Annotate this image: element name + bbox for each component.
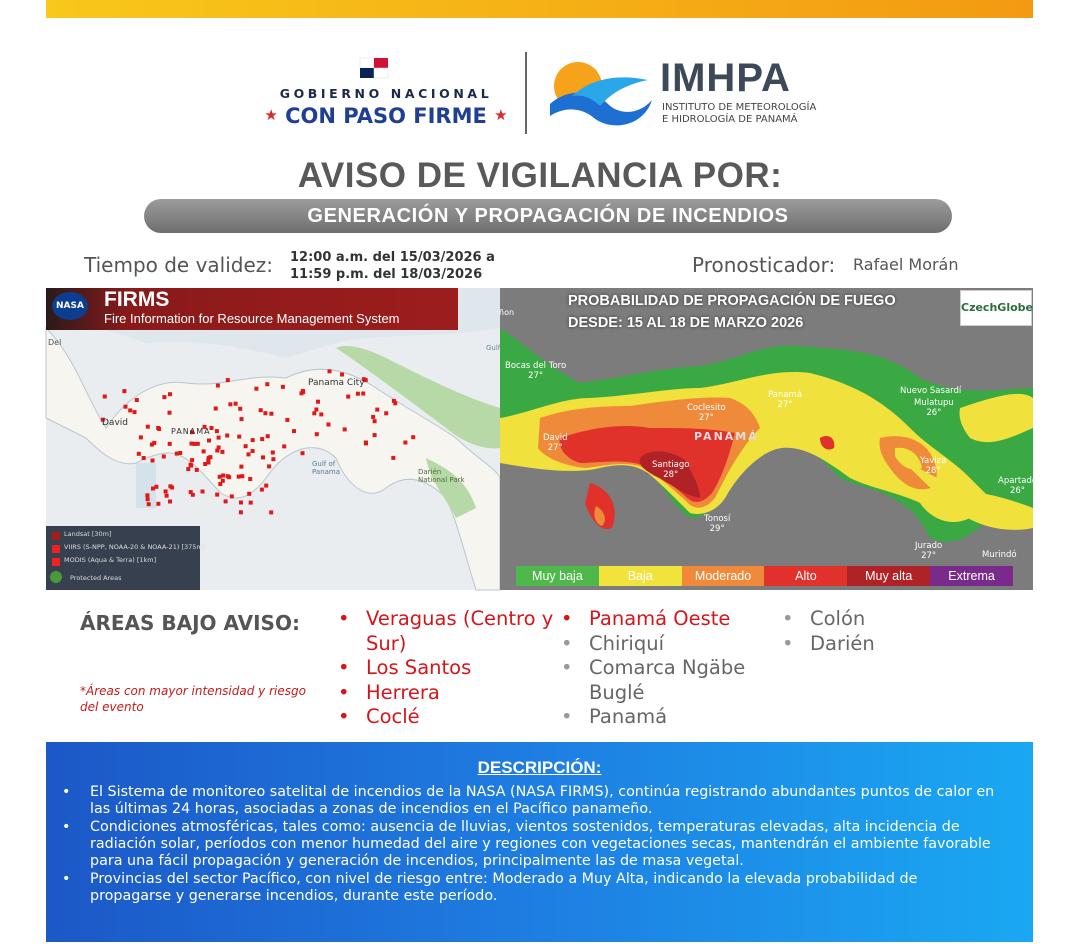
- hotspot-marker: [251, 438, 255, 442]
- hotspot-marker: [301, 451, 305, 455]
- map-label-edge: ñon: [499, 308, 515, 317]
- hotspot-marker: [221, 479, 225, 483]
- hotspot-marker: [122, 389, 126, 393]
- hotspot-marker: [147, 502, 151, 506]
- legend-item-4: Muy alta: [847, 566, 930, 586]
- hotspot-marker: [145, 493, 149, 497]
- hotspot-marker: [328, 369, 332, 373]
- hotspot-marker: [124, 405, 128, 409]
- hotspot-marker: [251, 449, 255, 453]
- hotspot-marker: [269, 412, 273, 416]
- legend-item-0: Muy baja: [516, 566, 599, 586]
- hotspot-marker: [240, 417, 244, 421]
- hotspot-marker: [373, 433, 377, 437]
- description-item: • Provincias del sector Pacífico, con nivel de riesgo entre: Moderado a Muy Alta, indicando la elevada probabilidad de propagarse y generarse incendios, durante este período.: [62, 871, 1002, 905]
- area-item: • Comarca Ngäbe Buglé: [561, 656, 781, 705]
- hotspot-marker: [156, 426, 160, 430]
- hotspot-marker: [168, 500, 172, 504]
- place-label: Apartadó 26°: [998, 476, 1038, 496]
- hotspot-marker: [264, 484, 268, 488]
- hotspot-marker: [392, 399, 396, 403]
- nasa-logo-icon: NASA: [52, 292, 88, 320]
- hotspot-marker: [239, 510, 243, 514]
- hotspot-marker: [214, 407, 218, 411]
- map-label-gulf-top: Gulf: [486, 344, 501, 352]
- hotspot-marker: [216, 384, 220, 388]
- place-label: Santiago 28°: [652, 460, 690, 480]
- hotspot-marker: [168, 442, 172, 446]
- areas-list-2: [561, 607, 781, 730]
- logo-divider: [525, 52, 527, 134]
- top-accent-bar: [46, 0, 1033, 18]
- con-paso-firme-text: ★ CON PASO FIRME ★: [264, 104, 508, 128]
- hotspot-marker: [239, 465, 243, 469]
- areas-note: *Áreas con mayor intensidad y riesgo del evento: [80, 684, 306, 714]
- imhpa-title: IMHPA: [660, 56, 791, 100]
- hotspot-marker: [162, 455, 166, 459]
- hotspot-marker: [142, 456, 146, 460]
- place-label: David 27°: [543, 433, 568, 453]
- map-label-darien: Darién National Park: [418, 468, 465, 484]
- hotspot-marker: [312, 411, 316, 415]
- area-item: • Herrera: [338, 681, 558, 706]
- hotspot-marker: [146, 497, 150, 501]
- hotspot-marker: [215, 449, 219, 453]
- firms-title: FIRMS: [104, 288, 170, 311]
- hotspot-marker: [314, 408, 318, 412]
- hotspot-marker: [292, 429, 296, 433]
- description-item: • El Sistema de monitoreo satelital de incendios de la NASA (NASA FIRMS), continúa registrando abundantes puntos de calor en las últimas 24 horas, asociadas a zonas de incendios en el Pacífico panameño.: [62, 784, 1002, 818]
- area-item: • Los Santos: [338, 656, 558, 681]
- hotspot-marker: [319, 412, 323, 416]
- hotspot-marker: [361, 392, 365, 396]
- map-label-panama: PANAMA: [171, 427, 211, 436]
- legend-item-3: Alto: [764, 566, 847, 586]
- hotspot-marker: [375, 408, 379, 412]
- hotspot-marker: [371, 415, 375, 419]
- page-title: AVISO DE VIGILANCIA POR:: [297, 156, 783, 195]
- firms-map: [46, 288, 500, 590]
- area-item: • Chiriquí: [561, 632, 781, 657]
- map-label-panama-city: Panama City: [308, 378, 365, 388]
- hotspot-marker: [237, 435, 241, 439]
- hotspot-marker: [191, 493, 195, 497]
- description-list: [62, 784, 1002, 906]
- hotspot-marker: [259, 408, 263, 412]
- hotspot-marker: [260, 488, 264, 492]
- hotspot-marker: [263, 411, 267, 415]
- area-item: • Panamá Oeste: [561, 607, 781, 632]
- hotspot-marker: [217, 436, 221, 440]
- hotspot-marker: [271, 451, 275, 455]
- hotspot-marker: [260, 437, 264, 441]
- hotspot-marker: [226, 378, 230, 382]
- hotspot-marker: [193, 442, 197, 446]
- validity-dates: 12:00 a.m. del 15/03/2026 a 11:59 p.m. del 18/03/2026: [290, 250, 495, 282]
- hotspot-marker: [411, 435, 415, 439]
- hotspot-marker: [240, 474, 244, 478]
- imhpa-logo-icon: [548, 56, 653, 131]
- hotspot-marker: [237, 475, 241, 479]
- place-label: Panamá 27°: [768, 390, 803, 410]
- imhpa-subtitle: INSTITUTO DE METEOROLOGÍA E HIDROLOGÍA DE PANAMÁ: [662, 102, 817, 125]
- hotspot-marker: [207, 439, 211, 443]
- hotspot-marker: [316, 400, 320, 404]
- hotspot-marker: [186, 467, 190, 471]
- forecaster-name: Rafael Morán: [853, 255, 959, 274]
- hotspot-marker: [265, 382, 269, 386]
- hotspot-marker: [281, 385, 285, 389]
- hotspot-marker: [168, 392, 172, 396]
- legend-item-1: Baja: [599, 566, 682, 586]
- description-panel: [46, 742, 1033, 942]
- hotspot-marker: [137, 452, 141, 456]
- hotspot-marker: [364, 441, 368, 445]
- place-label: Nuevo Sasardí: [900, 386, 962, 396]
- hotspot-marker: [207, 461, 211, 465]
- hotspot-marker: [151, 487, 155, 491]
- hotspot-marker: [133, 410, 137, 414]
- place-label: Mulatupu 26°: [914, 398, 954, 418]
- hotspot-marker: [164, 489, 168, 493]
- hotspot-marker: [269, 510, 273, 514]
- hotspot-marker: [300, 391, 304, 395]
- areas-label: ÁREAS BAJO AVISO:: [80, 611, 300, 635]
- czechglobe-logo: CzechGlobe: [960, 290, 1032, 326]
- areas-high-risk-list: [338, 607, 558, 730]
- hotspot-marker: [282, 444, 286, 448]
- place-label: Tonosí 29°: [704, 514, 731, 534]
- hotspot-marker: [151, 459, 155, 463]
- area-item: • Colón: [782, 607, 982, 632]
- hotspot-marker: [247, 492, 251, 496]
- hotspot-marker: [128, 408, 132, 412]
- hotspot-marker: [315, 432, 319, 436]
- description-title: DESCRIPCIÓN:: [477, 758, 602, 777]
- hotspot-marker: [226, 474, 230, 478]
- areas-list-3: [782, 607, 982, 656]
- hotspot-marker: [261, 455, 265, 459]
- hotspot-marker: [215, 429, 219, 433]
- hotspot-marker: [248, 477, 252, 481]
- hotspot-marker: [266, 434, 270, 438]
- hotspot-marker: [135, 398, 139, 402]
- hotspot-marker: [202, 449, 206, 453]
- fire-probability-map: [499, 288, 1038, 590]
- map-label-gulf: Gulf of Panama: [312, 460, 341, 476]
- place-label: Jurado 27°: [915, 541, 943, 561]
- hotspot-marker: [247, 452, 251, 456]
- hotspot-marker: [244, 444, 248, 448]
- hotspot-marker: [228, 402, 232, 406]
- place-label: Murindó: [982, 550, 1017, 560]
- hotspot-marker: [346, 395, 350, 399]
- map-label-david: David: [102, 418, 128, 428]
- hotspot-marker: [168, 411, 172, 415]
- probability-map-title: PROBABILIDAD DE PROPAGACIÓN DE FUEGO DESDE: 15 AL 18 DE MARZO 2026: [568, 293, 896, 331]
- firms-subtitle: Fire Information for Resource Management System: [104, 311, 400, 326]
- map-label-del: Del: [48, 338, 62, 347]
- legend-item-2: Moderado: [682, 566, 765, 586]
- probability-legend: [516, 566, 1013, 586]
- place-label: Bocas del Toro 27°: [505, 361, 567, 381]
- hotspot-marker: [189, 463, 193, 467]
- hotspot-marker: [190, 458, 194, 462]
- hotspot-marker: [343, 427, 347, 431]
- hotspot-marker: [254, 387, 258, 391]
- hotspot-marker: [356, 392, 360, 396]
- description-item: • Condiciones atmosféricas, tales como: ausencia de lluvias, vientos sostenidos, temperaturas elevadas, alta incidencia de radiación solar, períodos con menor humedad del aire y regiones con vegetaciones secas, mantendrán el ambiente favorable para una fácil propagación y generación de incendios, principalmente las de masa vegetal.: [62, 819, 1002, 870]
- hotspot-marker: [201, 490, 205, 494]
- area-item: • Coclé: [338, 705, 558, 730]
- map-label-panama-country: PANAMÁ: [694, 430, 759, 443]
- hotspot-marker: [168, 484, 172, 488]
- forecaster-label: Pronosticador:: [692, 253, 836, 277]
- hotspot-marker: [215, 493, 219, 497]
- hotspot-marker: [239, 501, 243, 505]
- hotspot-marker: [340, 373, 344, 377]
- subtitle-banner: GENERACIÓN Y PROPAGACIÓN DE INCENDIOS: [144, 199, 952, 233]
- hotspot-marker: [152, 441, 156, 445]
- place-label: Yaviza 28°: [920, 456, 947, 476]
- hotspot-marker: [373, 419, 377, 423]
- hotspot-marker: [391, 456, 395, 460]
- panama-flag-icon: [360, 58, 388, 78]
- hotspot-marker: [327, 423, 331, 427]
- hotspot-marker: [234, 402, 238, 406]
- area-item: • Darién: [782, 632, 982, 657]
- hotspot-marker: [103, 395, 107, 399]
- hotspot-marker: [224, 499, 228, 503]
- hotspot-marker: [230, 494, 234, 498]
- hotspot-marker: [139, 435, 143, 439]
- hotspot-marker: [156, 502, 160, 506]
- firms-legend: Landsat [30m] VIIRS (S-NPP, NOAA-20 & NOAA-21) [375m] MODIS (Aqua & Terra) [1km] Protected Areas: [46, 526, 200, 590]
- hotspot-marker: [267, 464, 271, 468]
- hotspot-marker: [165, 494, 169, 498]
- hotspot-marker: [221, 474, 225, 478]
- hotspot-marker: [285, 418, 289, 422]
- hotspot-marker: [403, 441, 407, 445]
- area-item: • Veraguas (Centro y Sur): [338, 607, 558, 656]
- hotspot-marker: [162, 395, 166, 399]
- hotspot-marker: [175, 452, 179, 456]
- hotspot-marker: [146, 425, 150, 429]
- hotspot-marker: [225, 434, 229, 438]
- hotspot-marker: [384, 411, 388, 415]
- gobierno-nacional-text: GOBIERNO NACIONAL: [279, 86, 493, 101]
- area-item: • Panamá: [561, 705, 781, 730]
- hotspot-marker: [195, 468, 199, 472]
- place-label: Coclesito 27°: [687, 403, 726, 423]
- hotspot-marker: [238, 407, 242, 411]
- hotspot-marker: [218, 475, 222, 479]
- hotspot-marker: [249, 501, 253, 505]
- hotspot-marker: [220, 450, 224, 454]
- validity-label: Tiempo de validez:: [84, 253, 274, 277]
- legend-item-5: Extrema: [930, 566, 1013, 586]
- hotspot-marker: [271, 457, 275, 461]
